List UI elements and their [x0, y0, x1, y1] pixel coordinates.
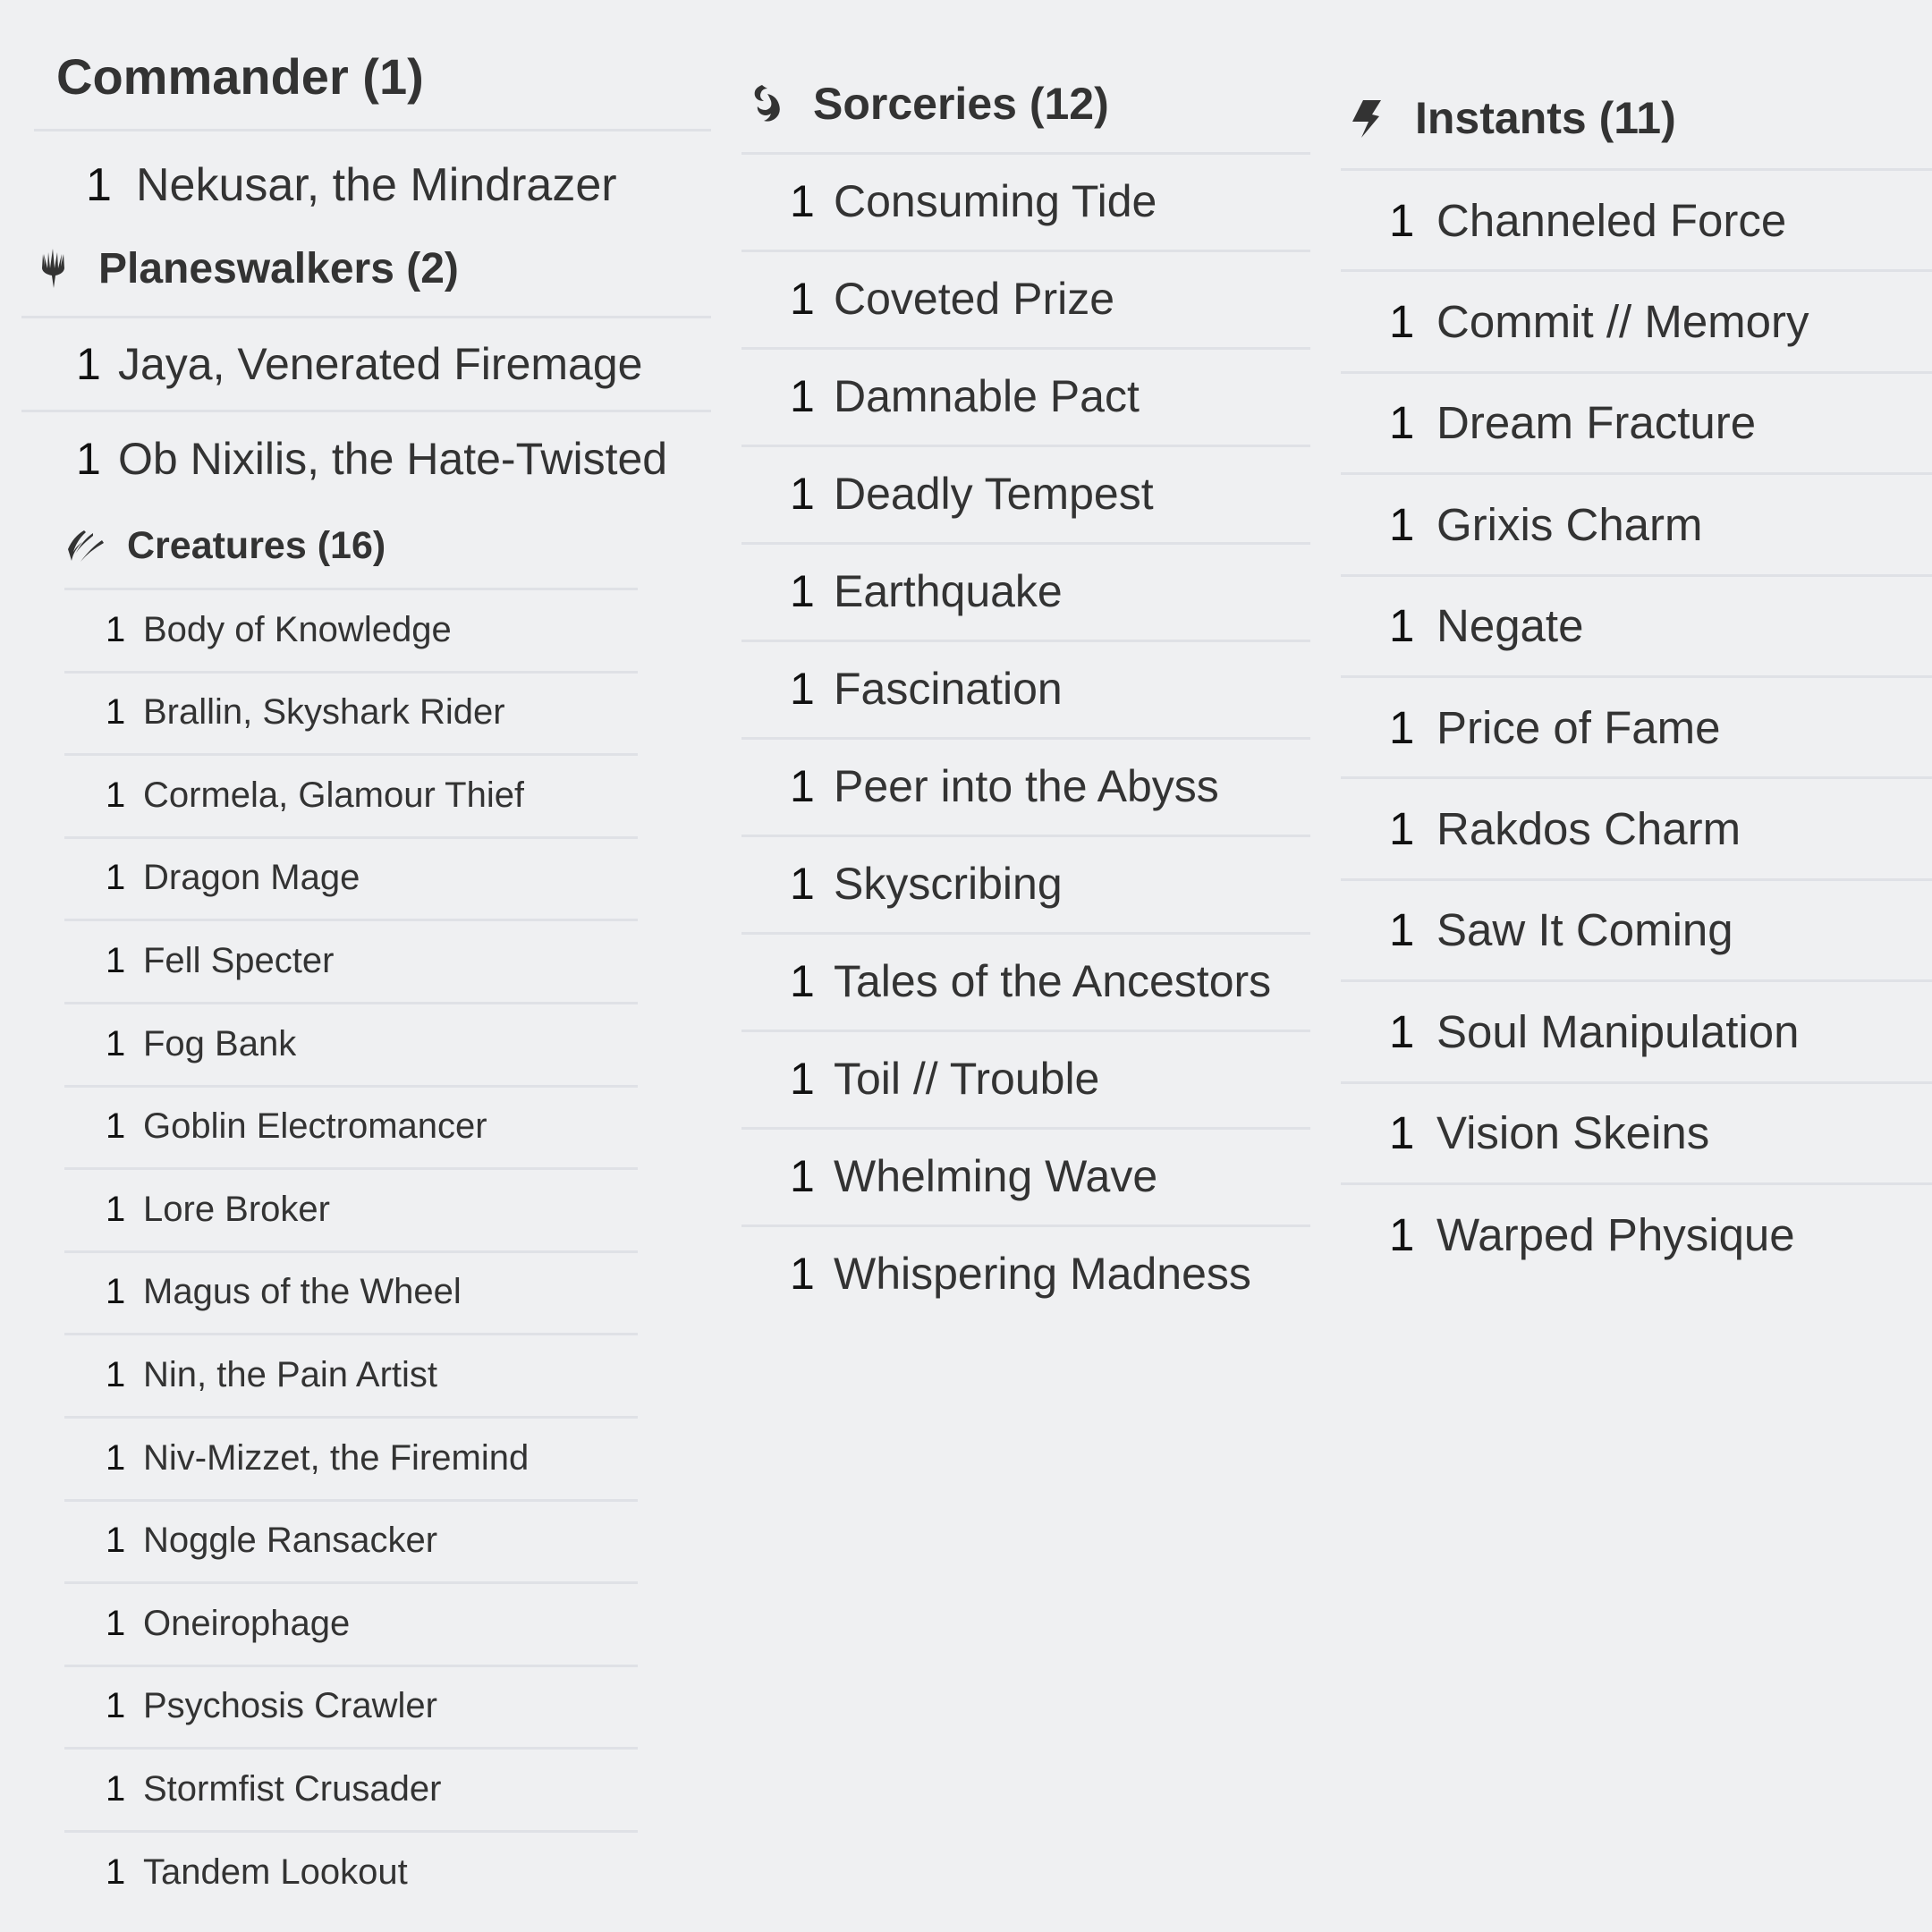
card-row[interactable] — [106, 1687, 437, 1726]
card-name[interactable]: Grixis Charm — [1436, 498, 1703, 550]
card-name[interactable]: Brallin, Skyshark Rider — [143, 692, 505, 733]
card-qty: 1 — [106, 1190, 126, 1229]
card-qty: 1 — [1389, 498, 1415, 550]
card-row[interactable] — [106, 1769, 441, 1809]
card-row[interactable] — [106, 1273, 462, 1312]
card-row[interactable] — [106, 775, 524, 815]
card-qty: 1 — [106, 1686, 126, 1726]
divider — [741, 835, 1310, 837]
card-name[interactable]: Rakdos Charm — [1436, 802, 1741, 854]
card-name[interactable]: Skyscribing — [834, 859, 1063, 909]
divider — [64, 588, 638, 590]
divider — [1341, 776, 1932, 779]
card-name[interactable]: Negate — [1436, 600, 1584, 652]
divider — [64, 1747, 638, 1750]
card-row[interactable] — [1389, 295, 1809, 347]
card-row[interactable] — [106, 1852, 408, 1892]
card-row[interactable] — [790, 371, 1310, 421]
divider — [741, 1224, 1310, 1227]
card-qty: 1 — [106, 1521, 126, 1561]
card-row[interactable] — [790, 1054, 1310, 1104]
card-qty: 1 — [790, 664, 815, 714]
card-row[interactable] — [106, 1107, 487, 1147]
card-row[interactable] — [76, 338, 642, 390]
card-row[interactable] — [790, 274, 1310, 324]
divider — [741, 152, 1310, 155]
card-row[interactable] — [1389, 802, 1741, 854]
card-name[interactable]: Goblin Electromancer — [143, 1106, 487, 1147]
card-qty: 1 — [790, 176, 815, 226]
divider — [64, 1830, 638, 1833]
divider — [741, 250, 1310, 252]
divider — [64, 919, 638, 921]
card-qty: 1 — [106, 858, 126, 898]
divider — [741, 640, 1310, 642]
card-name[interactable]: Oneirophage — [143, 1604, 351, 1643]
card-qty: 1 — [106, 1769, 126, 1809]
card-name[interactable]: Tales of the Ancestors — [834, 956, 1272, 1006]
card-qty: 1 — [106, 1272, 126, 1312]
creature-claw-icon — [66, 528, 107, 564]
card-name[interactable]: Whispering Madness — [834, 1249, 1251, 1299]
card-qty: 1 — [790, 1151, 815, 1201]
card-row[interactable] — [1389, 701, 1720, 753]
card-name[interactable]: Nekusar, the Mindrazer — [136, 159, 617, 211]
card-qty: 1 — [76, 434, 101, 484]
card-name[interactable]: Toil // Trouble — [834, 1054, 1100, 1104]
card-row[interactable] — [1389, 904, 1733, 956]
divider — [1341, 675, 1932, 678]
divider — [1341, 574, 1932, 577]
card-qty: 1 — [1389, 397, 1415, 449]
instants-title: Instants (11) — [1415, 93, 1676, 143]
card-qty: 1 — [790, 1249, 815, 1299]
card-name[interactable]: Fascination — [834, 664, 1063, 714]
card-name[interactable]: Coveted Prize — [834, 274, 1115, 324]
divider — [64, 1085, 638, 1088]
card-name[interactable]: Earthquake — [834, 566, 1063, 616]
card-qty: 1 — [1389, 802, 1415, 854]
card-qty: 1 — [1389, 295, 1415, 347]
card-name[interactable]: Whelming Wave — [834, 1151, 1158, 1201]
card-qty: 1 — [106, 775, 126, 815]
divider — [741, 542, 1310, 545]
divider — [1341, 979, 1932, 982]
card-row[interactable] — [106, 693, 505, 733]
divider — [64, 1167, 638, 1170]
divider — [741, 1127, 1310, 1130]
card-row[interactable] — [790, 761, 1310, 811]
divider — [64, 1002, 638, 1004]
card-row[interactable] — [790, 176, 1310, 226]
planeswalkers-heading — [39, 243, 459, 293]
card-row[interactable] — [790, 956, 1310, 1006]
card-qty: 1 — [76, 339, 101, 389]
card-qty: 1 — [790, 761, 815, 811]
card-name[interactable]: Peer into the Abyss — [834, 761, 1219, 811]
card-name[interactable]: Body of Knowledge — [143, 610, 452, 649]
card-row[interactable] — [106, 1355, 437, 1394]
card-name[interactable]: Price of Fame — [1436, 701, 1721, 753]
creatures-title: Creatures (16) — [127, 523, 386, 567]
card-row[interactable] — [106, 1521, 437, 1561]
card-name[interactable]: Nin, the Pain Artist — [143, 1355, 438, 1394]
card-qty: 1 — [790, 1054, 815, 1104]
card-qty: 1 — [106, 692, 126, 733]
card-name[interactable]: Cormela, Glamour Thief — [143, 775, 525, 815]
card-row[interactable] — [790, 469, 1310, 519]
card-row[interactable] — [1389, 1107, 1709, 1159]
card-qty: 1 — [106, 1024, 126, 1063]
divider — [34, 129, 711, 131]
divider — [64, 1250, 638, 1253]
divider — [741, 445, 1310, 447]
divider — [741, 932, 1310, 935]
divider — [21, 410, 711, 412]
divider — [1341, 1182, 1932, 1185]
card-name[interactable]: Dragon Mage — [143, 858, 360, 898]
card-row[interactable] — [1389, 1208, 1795, 1260]
card-row[interactable] — [106, 610, 452, 649]
card-name[interactable]: Saw It Coming — [1436, 904, 1733, 956]
card-row[interactable] — [790, 859, 1310, 909]
card-row[interactable] — [106, 859, 360, 898]
card-row[interactable] — [1389, 194, 1786, 246]
instant-lightning-icon — [1349, 97, 1385, 140]
divider — [1341, 371, 1932, 374]
card-qty: 1 — [790, 371, 815, 421]
divider — [64, 753, 638, 756]
commander-title: Commander (1) — [56, 47, 424, 105]
card-name[interactable]: Noggle Ransacker — [143, 1521, 438, 1561]
card-qty: 1 — [106, 1852, 126, 1892]
sorceries-title: Sorceries (12) — [813, 79, 1109, 129]
card-row[interactable] — [106, 1190, 330, 1229]
card-name[interactable]: Tandem Lookout — [143, 1852, 408, 1892]
card-qty: 1 — [1389, 904, 1415, 956]
divider — [1341, 168, 1932, 171]
card-row[interactable] — [1389, 498, 1703, 550]
card-qty: 1 — [106, 1438, 126, 1478]
card-qty: 1 — [1389, 701, 1415, 753]
card-row[interactable] — [106, 1024, 296, 1063]
card-row[interactable] — [76, 433, 667, 485]
card-qty: 1 — [86, 159, 112, 211]
divider — [64, 1416, 638, 1419]
divider — [64, 836, 638, 839]
card-qty: 1 — [790, 274, 815, 324]
commander-heading — [56, 48, 424, 104]
divider — [1341, 269, 1932, 272]
card-name[interactable]: Warped Physique — [1436, 1208, 1795, 1260]
card-name[interactable]: Lore Broker — [143, 1190, 330, 1229]
card-name[interactable]: Consuming Tide — [834, 176, 1157, 226]
card-row[interactable] — [106, 1438, 529, 1478]
card-row[interactable] — [1389, 397, 1756, 449]
divider — [741, 347, 1310, 350]
card-name[interactable]: Fog Bank — [143, 1024, 297, 1063]
creatures-heading — [66, 524, 386, 567]
card-name[interactable]: Dream Fracture — [1436, 397, 1757, 449]
divider — [1341, 472, 1932, 475]
card-qty: 1 — [1389, 1107, 1415, 1159]
divider — [21, 316, 711, 318]
card-name[interactable]: Damnable Pact — [834, 371, 1140, 421]
card-row[interactable] — [790, 1249, 1310, 1299]
card-row[interactable] — [106, 1604, 350, 1643]
card-name[interactable]: Magus of the Wheel — [143, 1272, 462, 1312]
card-row[interactable] — [106, 941, 334, 980]
sorceries-list — [741, 0, 1310, 1932]
card-row[interactable] — [1389, 1005, 1799, 1057]
divider — [741, 1030, 1310, 1032]
card-qty: 1 — [790, 469, 815, 519]
card-qty: 1 — [106, 1106, 126, 1147]
card-name[interactable]: Vision Skeins — [1436, 1107, 1710, 1159]
card-row[interactable] — [86, 157, 617, 213]
card-name[interactable]: Ob Nixilis, the Hate-Twisted — [118, 434, 668, 484]
card-qty: 1 — [1389, 600, 1415, 652]
card-name[interactable]: Stormfist Crusader — [143, 1769, 442, 1809]
divider — [1341, 1081, 1932, 1084]
card-qty: 1 — [106, 1355, 126, 1394]
card-qty: 1 — [1389, 1208, 1415, 1260]
card-qty: 1 — [1389, 194, 1415, 246]
planeswalker-icon — [39, 247, 68, 290]
card-qty: 1 — [106, 941, 126, 980]
card-qty: 1 — [1389, 1005, 1415, 1057]
card-row[interactable] — [790, 566, 1310, 616]
divider — [741, 737, 1310, 740]
card-name[interactable]: Commit // Memory — [1436, 295, 1809, 347]
card-qty: 1 — [790, 566, 815, 616]
divider — [64, 671, 638, 674]
card-row[interactable] — [790, 664, 1310, 714]
card-name[interactable]: Soul Manipulation — [1436, 1005, 1800, 1057]
card-qty: 1 — [790, 956, 815, 1006]
card-name[interactable]: Niv-Mizzet, the Firemind — [143, 1438, 530, 1478]
card-name[interactable]: Jaya, Venerated Firemage — [118, 339, 643, 389]
card-qty: 1 — [106, 610, 126, 649]
divider — [64, 1665, 638, 1667]
divider — [64, 1499, 638, 1502]
card-row[interactable] — [790, 1151, 1310, 1201]
card-name[interactable]: Psychosis Crawler — [143, 1686, 437, 1726]
card-name[interactable]: Fell Specter — [143, 941, 335, 980]
card-qty: 1 — [790, 859, 815, 909]
card-name[interactable]: Deadly Tempest — [834, 469, 1154, 519]
card-qty: 1 — [106, 1604, 126, 1643]
card-name[interactable]: Channeled Force — [1436, 194, 1787, 246]
divider — [64, 1333, 638, 1335]
planeswalkers-title: Planeswalkers (2) — [98, 244, 459, 292]
divider — [1341, 878, 1932, 881]
card-row[interactable] — [1389, 600, 1583, 652]
instants-heading — [1349, 93, 1676, 143]
divider — [64, 1581, 638, 1584]
